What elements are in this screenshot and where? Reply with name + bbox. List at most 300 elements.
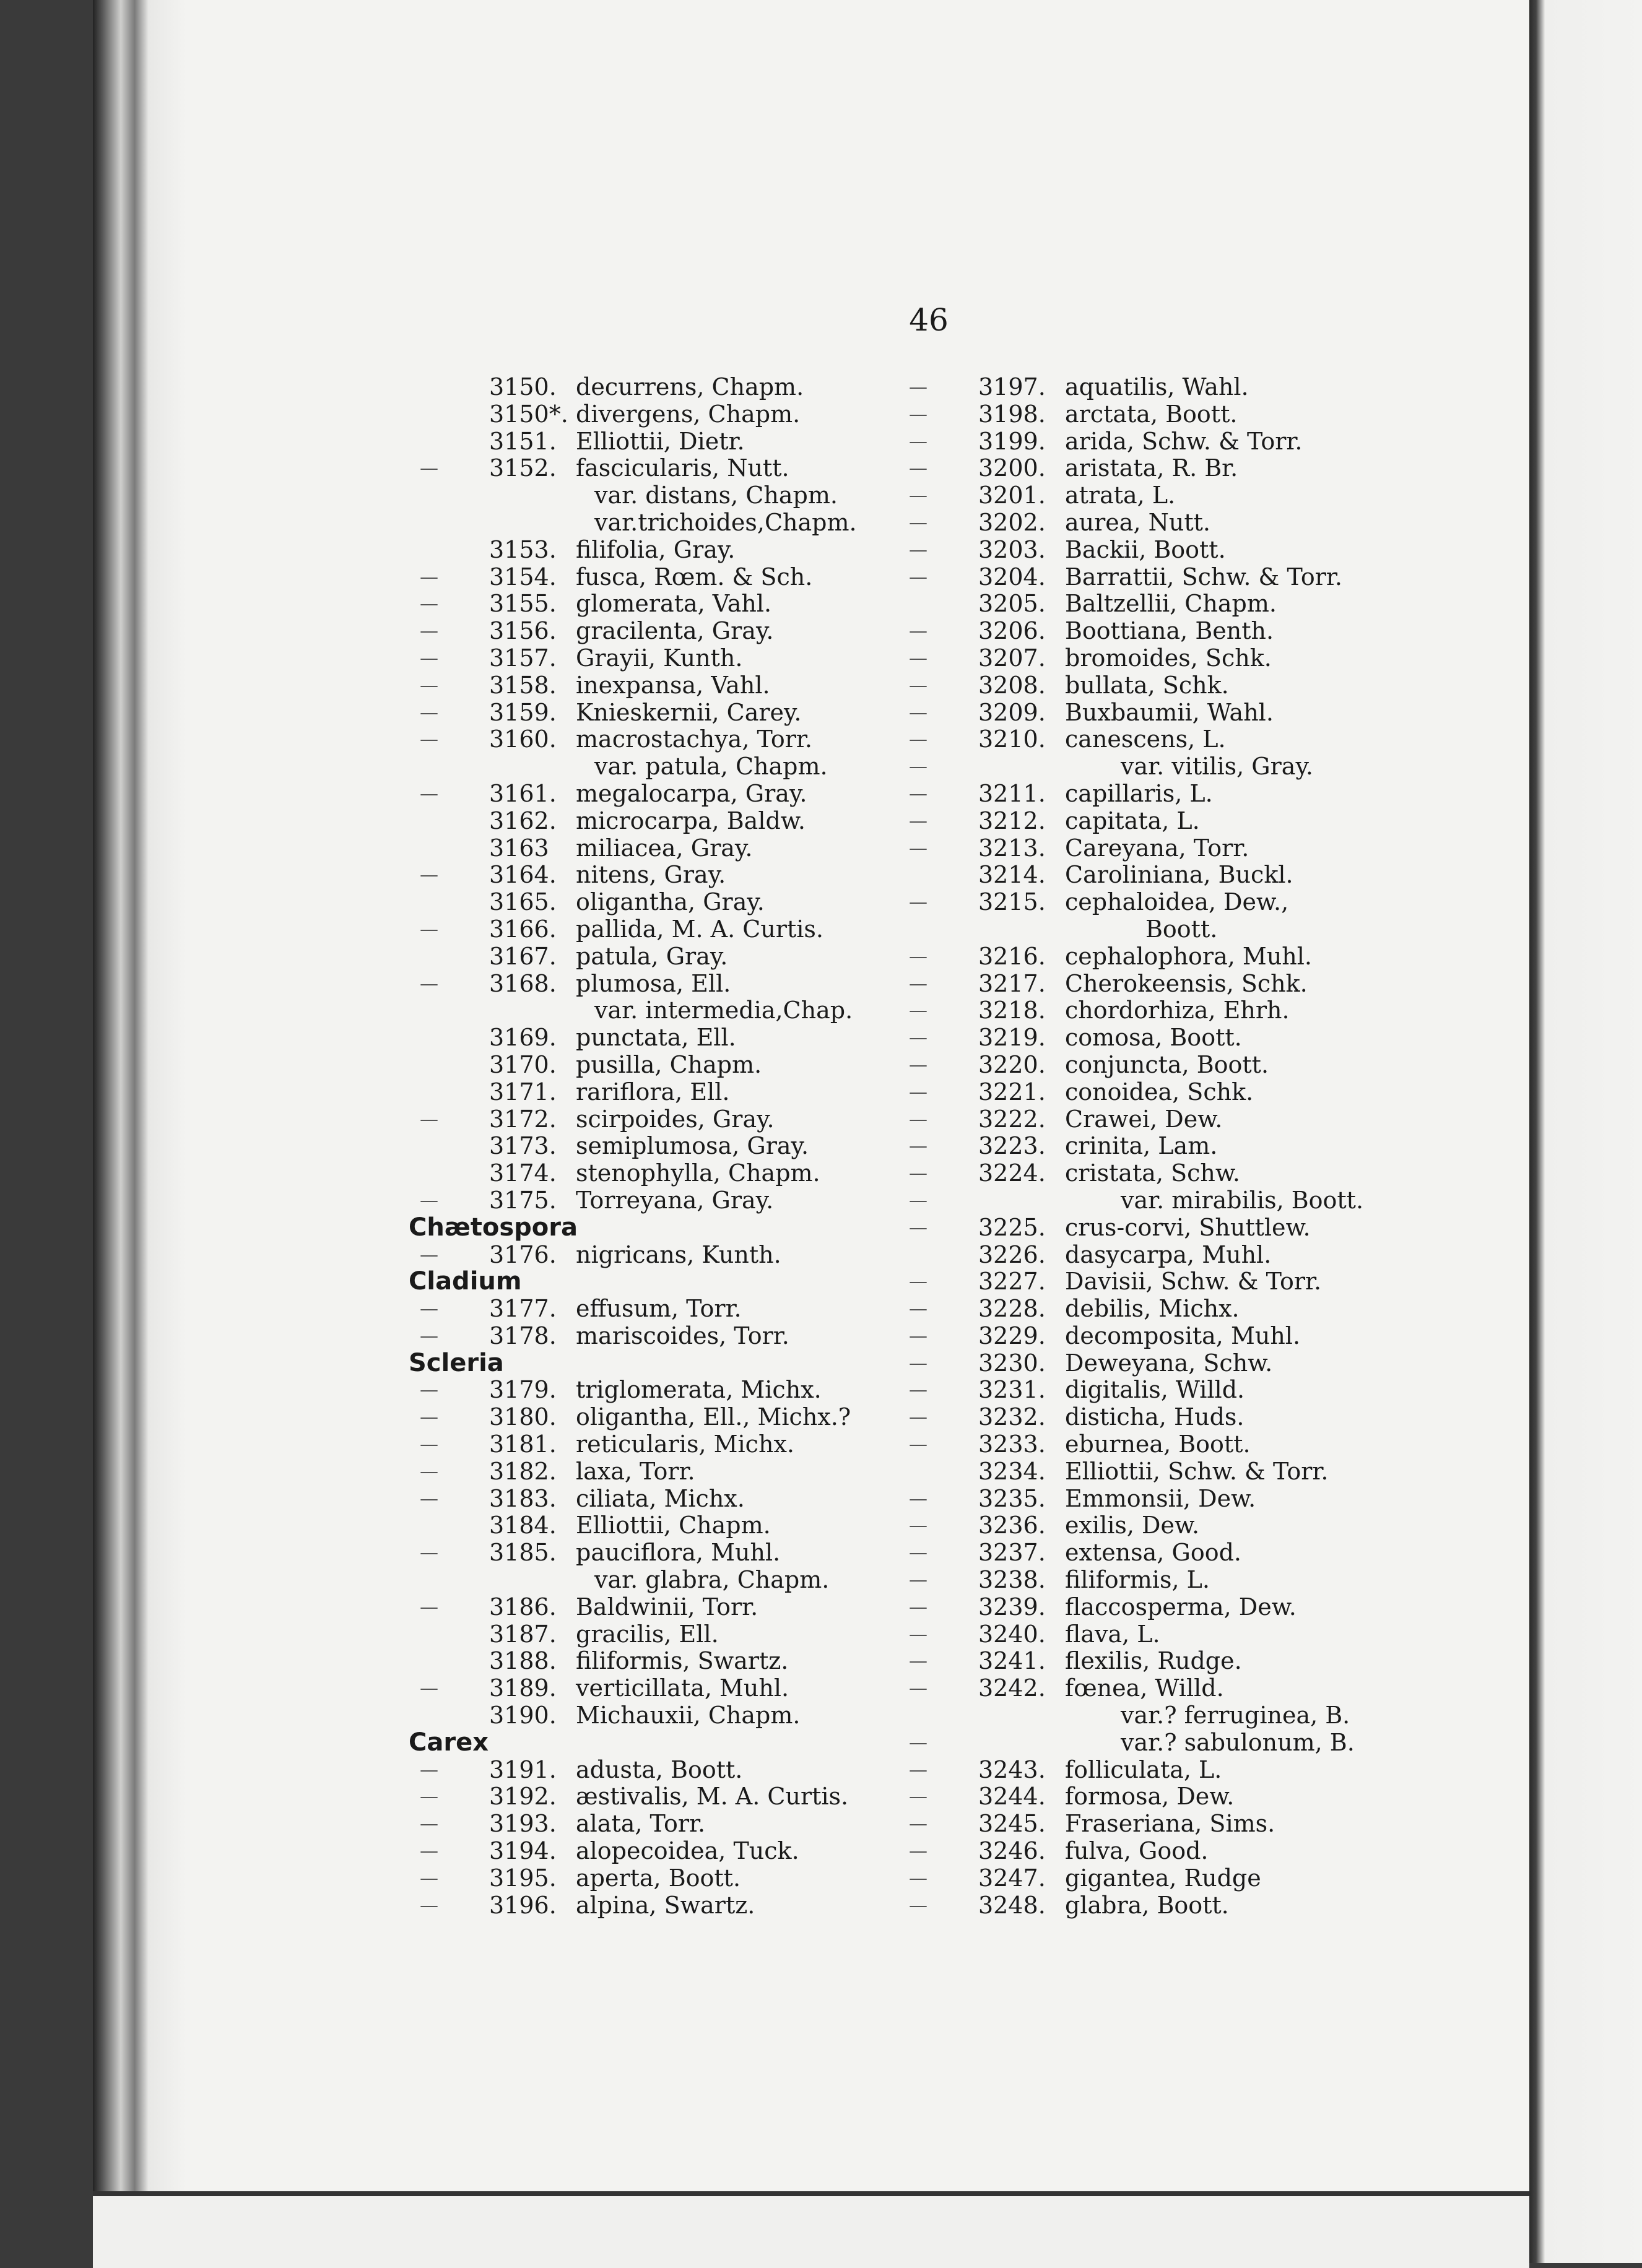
entry-number: 3156. (489, 617, 557, 645)
entry-number: 3186. (489, 1593, 557, 1621)
check-mark: — (909, 1216, 927, 1239)
species-name: flaccosperma, Dew. (1065, 1593, 1297, 1621)
species-entry (409, 1187, 904, 1214)
entry-number: 3162. (489, 807, 557, 834)
check-mark: — (909, 1677, 927, 1700)
species-name: inexpansa, Vahl. (576, 671, 770, 699)
species-entry (898, 943, 1393, 971)
species-name: laxa, Torr. (576, 1457, 695, 1485)
species-entry (898, 1539, 1393, 1567)
entry-number: 3187. (489, 1620, 557, 1648)
check-mark: — (909, 1759, 927, 1781)
species-entry (898, 1323, 1393, 1350)
species-name: gracilis, Ell. (576, 1620, 719, 1648)
species-name: Caroliniana, Buckl. (1065, 861, 1293, 889)
species-entry (409, 1757, 904, 1784)
check-mark: — (420, 918, 438, 940)
entry-number: 3179. (489, 1376, 557, 1404)
check-mark: — (909, 1271, 927, 1293)
check-mark: — (909, 1813, 927, 1835)
page-number: 46 (909, 302, 949, 338)
species-name: Baldwinii, Torr. (576, 1593, 758, 1621)
species-entry (409, 699, 904, 727)
species-entry (898, 726, 1393, 753)
species-entry (898, 1431, 1393, 1458)
entry-number: 3154. (489, 563, 557, 591)
entry-number: 3152. (489, 454, 557, 482)
species-entry (898, 1486, 1393, 1513)
entry-number: 3157. (489, 644, 557, 672)
entry-number: 3202. (978, 508, 1046, 536)
check-mark: — (909, 1000, 927, 1022)
species-entry (898, 1024, 1393, 1052)
species-name: cephaloidea, Dew., (1065, 888, 1289, 916)
check-mark: — (909, 539, 927, 561)
entry-number: 3218. (978, 997, 1046, 1024)
entry-number: 3160. (489, 725, 557, 753)
species-entry (898, 1675, 1393, 1702)
species-name: disticha, Huds. (1065, 1403, 1245, 1431)
entry-number: 3240. (978, 1620, 1046, 1648)
entry-number: 3173. (489, 1132, 557, 1160)
species-name: oligantha, Gray. (576, 888, 765, 916)
species-entry (409, 645, 904, 672)
species-entry (409, 1323, 904, 1350)
entry-number: 3171. (489, 1078, 557, 1106)
species-entry (409, 808, 904, 835)
species-name: reticularis, Michx. (576, 1430, 794, 1458)
check-mark: — (909, 647, 927, 669)
species-name: ciliata, Michx. (576, 1484, 745, 1512)
species-name: Michauxii, Chapm. (576, 1702, 801, 1729)
species-entry (409, 374, 904, 401)
entry-number: 3174. (489, 1159, 557, 1187)
genus-heading: Cladium (409, 1267, 522, 1296)
species-name: Torreyana, Gray. (576, 1186, 774, 1214)
species-name: conoidea, Schk. (1065, 1078, 1254, 1106)
entry-number: 3201. (978, 482, 1046, 509)
entry-number: 3247. (978, 1864, 1046, 1892)
species-name: microcarpa, Baldw. (576, 807, 806, 834)
species-name: fascicularis, Nutt. (576, 454, 789, 482)
entry-number: 3181. (489, 1430, 557, 1458)
check-mark: — (420, 647, 438, 669)
species-entry (409, 591, 904, 618)
species-entry (898, 1214, 1393, 1242)
species-name: verticillata, Muhl. (576, 1674, 789, 1702)
entry-number: 3197. (978, 373, 1046, 400)
check-mark: — (909, 566, 927, 588)
entry-number: 3238. (978, 1566, 1046, 1594)
entry-number: 3175. (489, 1186, 557, 1214)
entry-number: 3204. (978, 563, 1046, 591)
species-entry (898, 1757, 1393, 1784)
check-mark: — (909, 891, 927, 914)
species-name: effusum, Torr. (576, 1295, 742, 1323)
species-entry (898, 1783, 1393, 1811)
variety-name: var. mirabilis, Boott. (1121, 1186, 1364, 1214)
species-name: nigricans, Kunth. (576, 1240, 781, 1268)
species-name: conjuncta, Boott. (1065, 1050, 1269, 1078)
species-entry (898, 1865, 1393, 1892)
check-mark: — (909, 756, 927, 778)
species-entry (409, 726, 904, 753)
check-mark: — (909, 620, 927, 643)
species-name: eburnea, Boott. (1065, 1430, 1251, 1458)
entry-number: 3168. (489, 969, 557, 997)
species-name: rariflora, Ell. (576, 1078, 730, 1106)
species-entry (898, 1350, 1393, 1377)
species-name: patula, Gray. (576, 942, 728, 970)
species-entry (898, 808, 1393, 835)
species-entry (898, 1594, 1393, 1621)
entry-number: 3155. (489, 590, 557, 618)
species-entry (898, 428, 1393, 456)
check-mark: — (909, 485, 927, 507)
species-entry (409, 455, 904, 482)
check-mark: — (909, 511, 927, 534)
species-entry (898, 455, 1393, 482)
species-name: Elliottii, Dietr. (576, 427, 745, 455)
species-entry (409, 1486, 904, 1513)
check-mark: — (420, 972, 438, 995)
check-mark: — (909, 674, 927, 696)
species-entry (898, 699, 1393, 727)
species-entry (898, 835, 1393, 862)
variety-name: var.? ferruginea, B. (1121, 1702, 1350, 1729)
entry-number: 3210. (978, 725, 1046, 753)
species-entry (898, 374, 1393, 401)
species-name: crus-corvi, Shuttlew. (1065, 1213, 1311, 1241)
species-entry (898, 401, 1393, 428)
species-name: Boottiana, Benth. (1065, 617, 1274, 645)
species-name: Grayii, Kunth. (576, 644, 743, 672)
entry-number: 3216. (978, 942, 1046, 970)
check-mark: — (909, 945, 927, 967)
check-mark: — (420, 1894, 438, 1916)
species-name: pusilla, Chapm. (576, 1050, 762, 1078)
entry-number: 3188. (489, 1647, 557, 1675)
species-name: aquatilis, Wahl. (1065, 373, 1249, 400)
species-entry (409, 1377, 904, 1404)
entry-number: 3190. (489, 1702, 557, 1729)
species-name: fulva, Good. (1065, 1837, 1209, 1865)
species-entry (409, 971, 904, 998)
species-entry (898, 997, 1393, 1024)
check-mark: — (909, 1623, 927, 1645)
species-name: punctata, Ell. (576, 1024, 736, 1052)
entry-number: 3206. (978, 617, 1046, 645)
species-name: alpina, Swartz. (576, 1891, 755, 1919)
species-name: glomerata, Vahl. (576, 590, 772, 618)
check-mark: — (420, 457, 438, 480)
species-name: cristata, Schw. (1065, 1159, 1240, 1187)
species-name: dasycarpa, Muhl. (1065, 1240, 1272, 1268)
species-name: megalocarpa, Gray. (576, 779, 807, 807)
entry-number: 3214. (978, 861, 1046, 889)
entry-number: 3225. (978, 1213, 1046, 1241)
entry-number: 3241. (978, 1647, 1046, 1675)
check-mark: — (420, 1677, 438, 1700)
species-name: pauciflora, Muhl. (576, 1539, 781, 1567)
species-name: bromoides, Schk. (1065, 644, 1272, 672)
check-mark: — (909, 1027, 927, 1049)
entry-number: 3192. (489, 1783, 557, 1811)
species-name: gigantea, Rudge (1065, 1864, 1261, 1892)
entry-number: 3221. (978, 1078, 1046, 1106)
entry-number: 3239. (978, 1593, 1046, 1621)
entry-number: 3167. (489, 942, 557, 970)
species-name: Backii, Boott. (1065, 535, 1226, 563)
species-name: pallida, M. A. Curtis. (576, 915, 823, 943)
entry-number: 3213. (978, 834, 1046, 862)
species-entry (409, 672, 904, 699)
check-mark: — (420, 1406, 438, 1429)
check-mark: — (909, 1189, 927, 1211)
species-name: fœnea, Willd. (1065, 1674, 1224, 1702)
species-name: æstivalis, M. A. Curtis. (576, 1783, 849, 1811)
check-mark: — (420, 782, 438, 805)
entry-number: 3217. (978, 969, 1046, 997)
entry-number: 3235. (978, 1484, 1046, 1512)
entry-number: 3220. (978, 1050, 1046, 1078)
entry-number: 3182. (489, 1457, 557, 1485)
entry-number: 3208. (978, 671, 1046, 699)
variety-entry (898, 1729, 1393, 1757)
species-name: bullata, Schk. (1065, 671, 1229, 699)
species-name: mariscoides, Torr. (576, 1322, 789, 1349)
check-mark: — (420, 1434, 438, 1456)
entry-number: 3227. (978, 1268, 1046, 1296)
check-mark: — (909, 1298, 927, 1320)
species-entry (409, 862, 904, 889)
species-entry (409, 1594, 904, 1621)
check-mark: — (909, 1135, 927, 1158)
check-mark: — (420, 1840, 438, 1863)
entry-number: 3195. (489, 1864, 557, 1892)
species-name: Baltzellii, Chapm. (1065, 590, 1277, 618)
entry-number: 3212. (978, 807, 1046, 834)
species-entry (409, 1838, 904, 1865)
species-entry (409, 1783, 904, 1811)
species-name: decurrens, Chapm. (576, 373, 804, 400)
species-name: Knieskernii, Carey. (576, 698, 802, 726)
check-mark: — (909, 837, 927, 859)
genus-heading: Chætospora (409, 1213, 578, 1242)
species-entry (409, 889, 904, 916)
species-name: formosa, Dew. (1065, 1783, 1235, 1811)
species-name: semiplumosa, Gray. (576, 1132, 809, 1160)
check-mark: — (420, 620, 438, 643)
species-entry (898, 1268, 1393, 1296)
variety-name: var. vitilis, Gray. (1121, 753, 1313, 781)
check-mark: — (909, 810, 927, 832)
check-mark: — (909, 1731, 927, 1754)
species-name: cephalophora, Muhl. (1065, 942, 1312, 970)
entry-continuation (898, 916, 1393, 943)
species-entry (409, 1242, 904, 1269)
entry-number: 3158. (489, 671, 557, 699)
species-name: divergens, Chapm. (576, 400, 801, 428)
species-name: aperta, Boott. (576, 1864, 741, 1892)
species-name: arctata, Boott. (1065, 400, 1238, 428)
entry-number: 3223. (978, 1132, 1046, 1160)
check-mark: — (909, 1569, 927, 1591)
species-entry (409, 401, 904, 428)
species-name: alopecoidea, Tuck. (576, 1837, 799, 1865)
species-name: filiformis, Swartz. (576, 1647, 789, 1675)
entry-number: 3237. (978, 1539, 1046, 1567)
check-mark: — (909, 1162, 927, 1185)
entry-number: 3150. (489, 373, 557, 400)
species-entry (898, 1648, 1393, 1675)
species-entry (409, 1539, 904, 1567)
entry-number: 3153. (489, 535, 557, 563)
entry-number: 3185. (489, 1539, 557, 1567)
species-name: glabra, Boott. (1065, 1891, 1229, 1919)
species-entry (898, 1567, 1393, 1594)
species-name: Elliottii, Chapm. (576, 1512, 771, 1539)
species-entry (409, 1865, 904, 1892)
check-mark: — (909, 1108, 927, 1130)
left-column (409, 374, 904, 1919)
species-name: aurea, Nutt. (1065, 508, 1210, 536)
entry-number: 3165. (489, 888, 557, 916)
variety-entry (409, 1567, 904, 1594)
species-name: canescens, L. (1065, 725, 1226, 753)
species-name: aristata, R. Br. (1065, 454, 1238, 482)
entry-number: 3183. (489, 1484, 557, 1512)
species-name: macrostachya, Torr. (576, 725, 812, 753)
entry-number: 3184. (489, 1512, 557, 1539)
species-name: decomposita, Muhl. (1065, 1322, 1301, 1349)
entry-number: 3236. (978, 1512, 1046, 1539)
species-entry (898, 645, 1393, 672)
entry-number: 3172. (489, 1105, 557, 1133)
species-name: Crawei, Dew. (1065, 1105, 1223, 1133)
check-mark: — (909, 1786, 927, 1808)
entry-number: 3243. (978, 1755, 1046, 1783)
check-mark: — (909, 782, 927, 805)
species-entry (409, 1160, 904, 1187)
species-entry (898, 672, 1393, 699)
entry-number: 3150*. (489, 400, 568, 428)
genus-heading: Carex (409, 1728, 489, 1757)
entry-number: 3205. (978, 590, 1046, 618)
check-mark: — (420, 674, 438, 696)
check-mark: — (420, 593, 438, 615)
entry-number: 3209. (978, 698, 1046, 726)
entry-number: 3178. (489, 1322, 557, 1349)
entry-number: 3211. (978, 779, 1046, 807)
page-bottom-edge (93, 2191, 1529, 2268)
entry-number: 3228. (978, 1295, 1046, 1323)
entry-number: 3203. (978, 535, 1046, 563)
check-mark: — (909, 1081, 927, 1103)
check-mark: — (909, 1325, 927, 1347)
species-entry (898, 1242, 1393, 1269)
check-mark: — (909, 1894, 927, 1916)
species-entry (409, 1621, 904, 1648)
check-mark: — (909, 1867, 927, 1889)
variety-name: var.? sabulonum, B. (1121, 1728, 1355, 1756)
species-entry (409, 1431, 904, 1458)
entry-number: 3248. (978, 1891, 1046, 1919)
variety-entry (409, 482, 904, 509)
species-entry (898, 1296, 1393, 1323)
variety-entry (409, 509, 904, 537)
species-name: arida, Schw. & Torr. (1065, 427, 1303, 455)
check-mark: — (420, 864, 438, 886)
species-entry (898, 1106, 1393, 1133)
species-entry (409, 916, 904, 943)
entry-number: 3246. (978, 1837, 1046, 1865)
species-entry (898, 1892, 1393, 1920)
variety-entry (898, 1187, 1393, 1214)
species-name: crinita, Lam. (1065, 1132, 1218, 1160)
entry-number: 3233. (978, 1430, 1046, 1458)
species-entry (409, 1133, 904, 1160)
species-name: Emmonsii, Dew. (1065, 1484, 1256, 1512)
entry-number: 3176. (489, 1240, 557, 1268)
entry-number: 3242. (978, 1674, 1046, 1702)
entry-number: 3244. (978, 1783, 1046, 1811)
entry-number: 3170. (489, 1050, 557, 1078)
check-mark: — (420, 1325, 438, 1347)
variety-name: var.trichoides,Chapm. (594, 508, 857, 536)
variety-name: var. distans, Chapm. (594, 482, 838, 509)
species-entry (409, 1892, 904, 1920)
species-entry (409, 1079, 904, 1106)
entry-number: 3234. (978, 1457, 1046, 1485)
check-mark: — (909, 1515, 927, 1537)
check-mark: — (420, 1786, 438, 1808)
species-name: flexilis, Rudge. (1065, 1647, 1242, 1675)
species-entry (898, 537, 1393, 564)
entry-number: 3215. (978, 888, 1046, 916)
check-mark: — (420, 1813, 438, 1835)
species-entry (409, 781, 904, 808)
entry-number: 3230. (978, 1349, 1046, 1377)
species-name: Deweyana, Schw. (1065, 1349, 1273, 1377)
species-name: capillaris, L. (1065, 779, 1213, 807)
variety-entry (409, 753, 904, 781)
entry-number: 3207. (978, 644, 1046, 672)
check-mark: — (909, 1406, 927, 1429)
species-entry (409, 1702, 904, 1729)
page-right-edge (1529, 0, 1642, 2263)
check-mark: — (909, 1352, 927, 1374)
species-entry (898, 889, 1393, 916)
entry-number: 3180. (489, 1403, 557, 1431)
entry-number: 3159. (489, 698, 557, 726)
variety-entry (409, 997, 904, 1024)
entry-number: 3191. (489, 1755, 557, 1783)
species-name: Cherokeensis, Schk. (1065, 969, 1308, 997)
entry-number: 3177. (489, 1295, 557, 1323)
check-mark: — (909, 1054, 927, 1076)
species-entry (409, 1512, 904, 1539)
check-mark: — (420, 1867, 438, 1889)
species-entry (898, 862, 1393, 889)
species-name: flava, L. (1065, 1620, 1160, 1648)
species-name: gracilenta, Gray. (576, 617, 774, 645)
check-mark: — (420, 1460, 438, 1482)
genus-heading: Scleria (409, 1348, 504, 1377)
species-entry (898, 1133, 1393, 1160)
species-name: miliacea, Gray. (576, 834, 753, 862)
book-gutter (93, 0, 186, 2191)
